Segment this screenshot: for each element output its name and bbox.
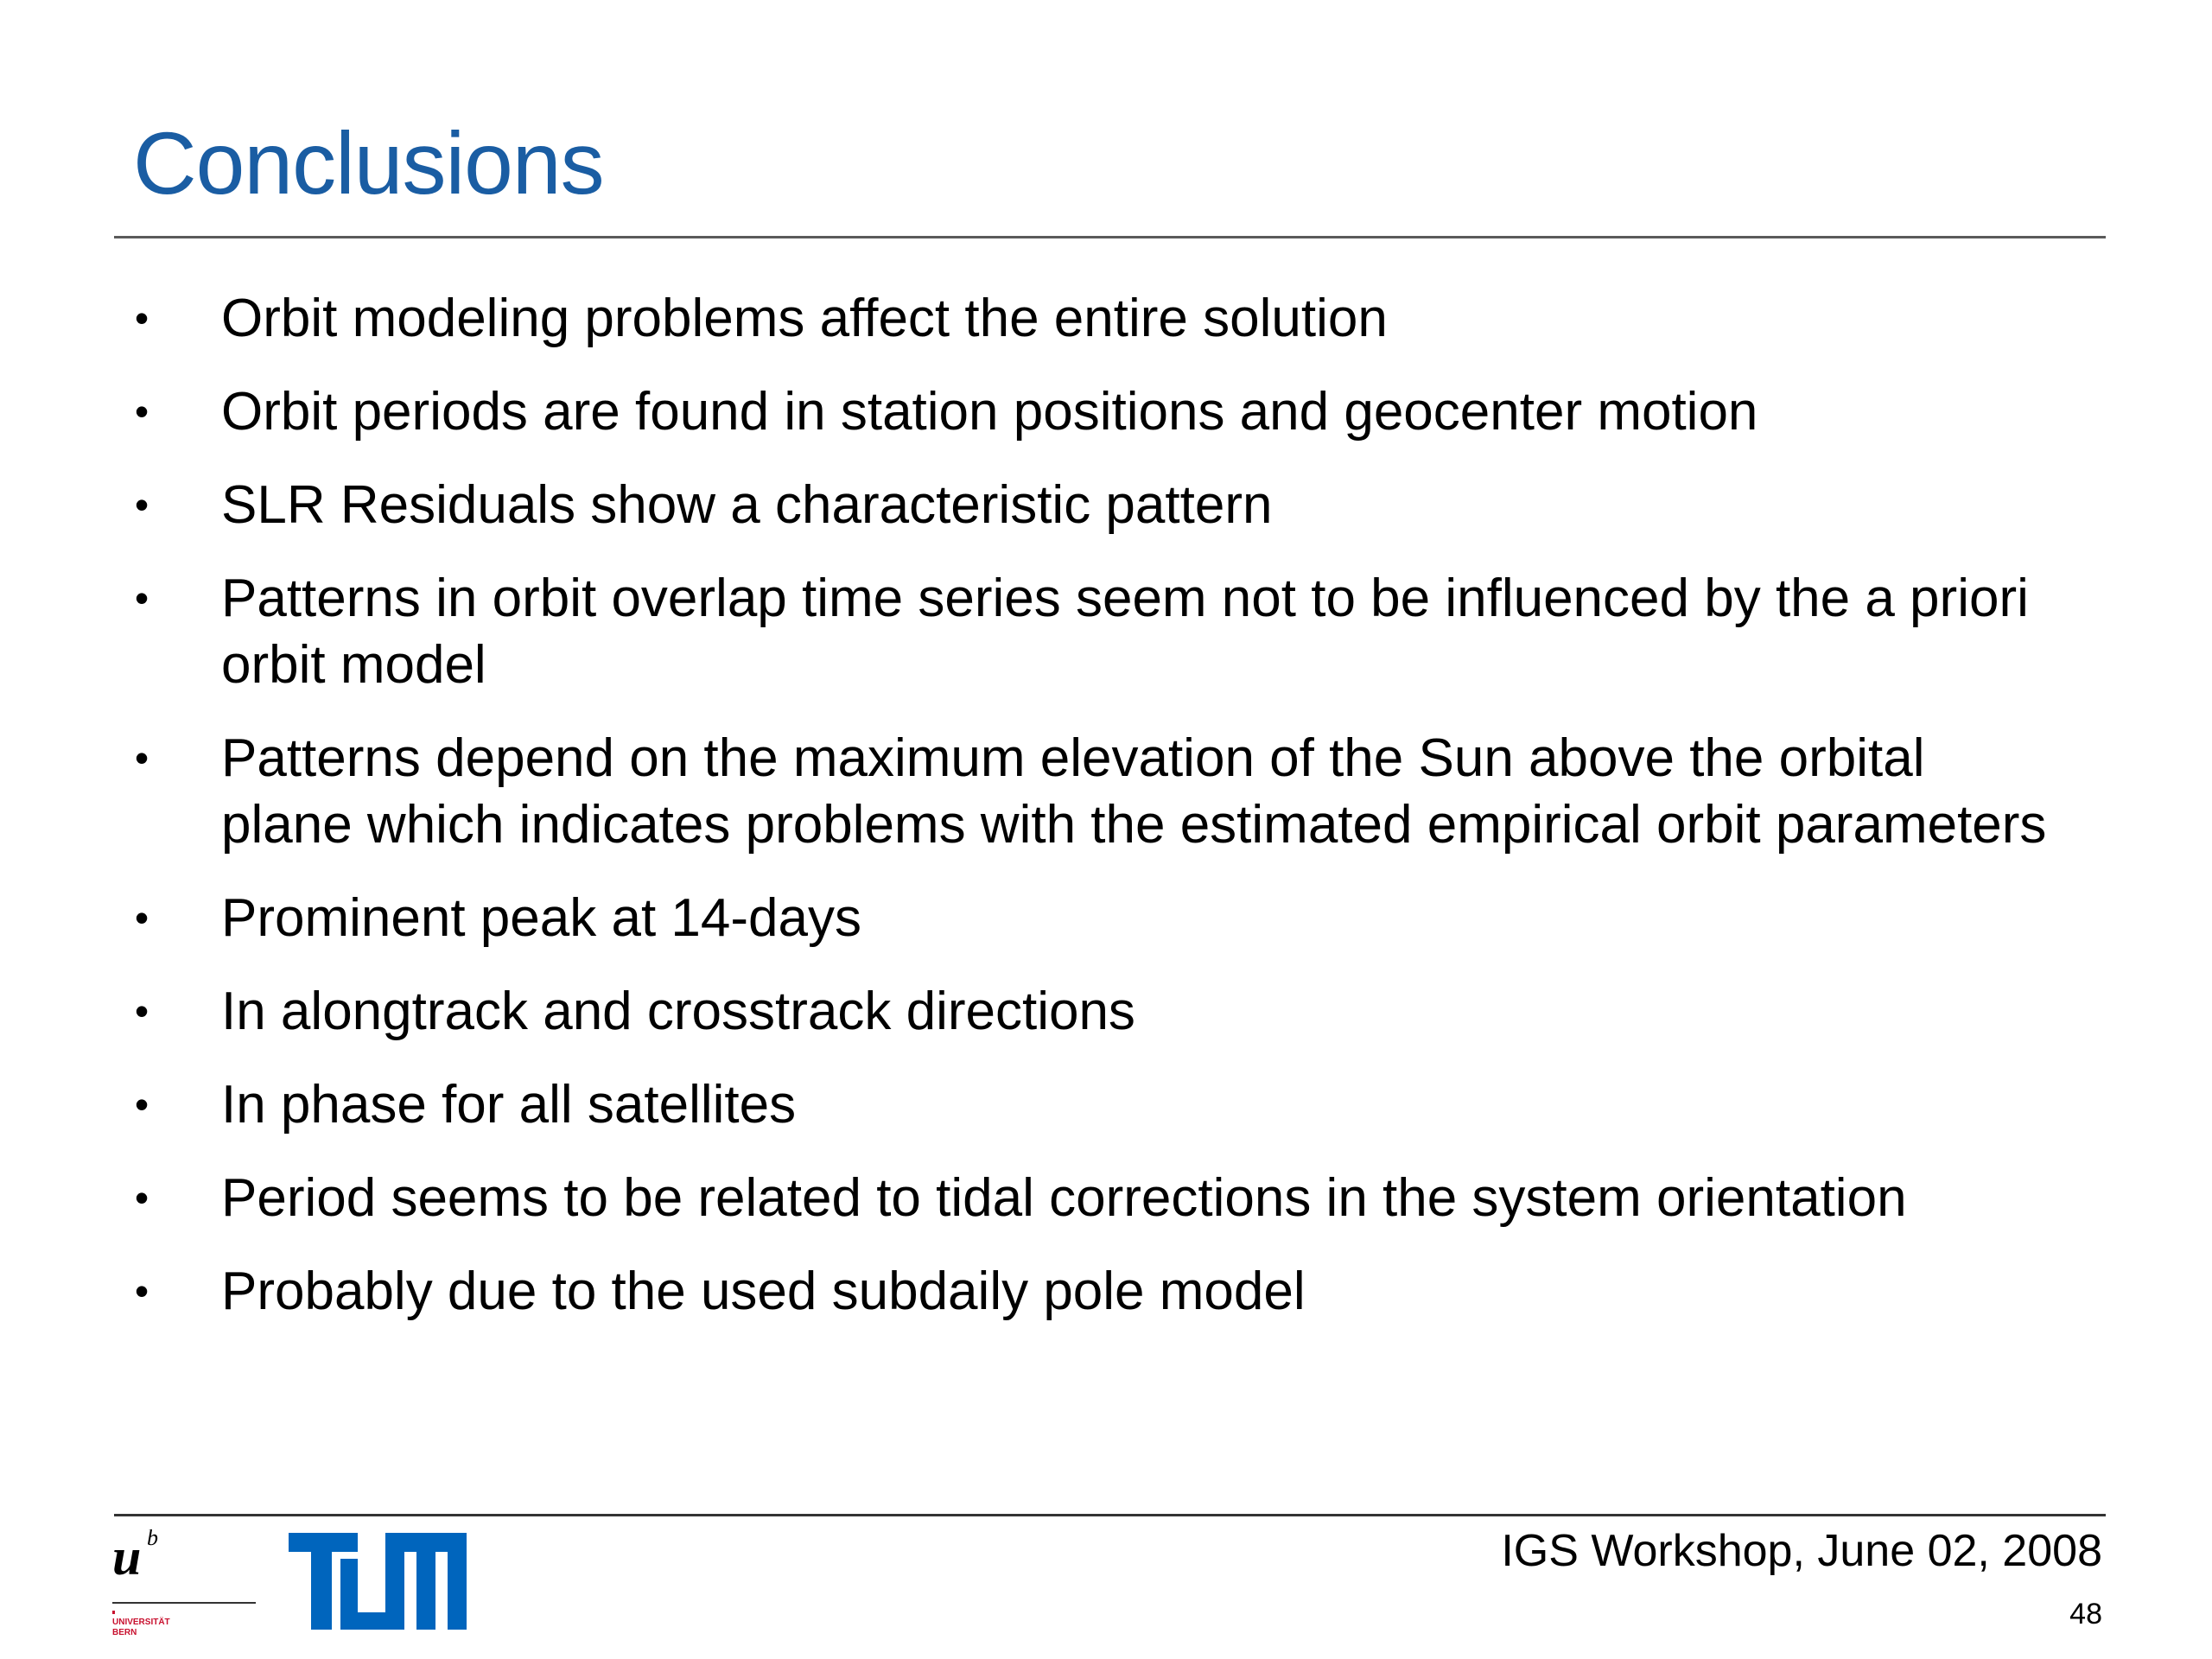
bullet-text: Orbit modeling problems affect the entire solution: [221, 289, 1388, 348]
bullet-icon: •: [135, 1082, 149, 1127]
bullet-text: Patterns depend on the maximum elevation of the Sun above the orbital plane which indicates problems with the estimated empirical orbit parameters: [221, 728, 2047, 855]
bullet-item: [130, 378, 2117, 445]
unibe-u-mark: u: [112, 1529, 142, 1586]
bullet-item: [130, 725, 2117, 858]
unibe-red-mark: [112, 1611, 115, 1614]
bullet-item: [130, 1071, 2117, 1138]
slide-title: Conclusions: [133, 114, 604, 213]
bullet-item: [130, 1258, 2117, 1325]
bullet-icon: •: [135, 575, 149, 620]
unibe-line2: BERN: [112, 1628, 137, 1637]
bullet-text: Orbit periods are found in station positions and geocenter motion: [221, 382, 1758, 442]
footer-event: IGS Workshop, June 02, 2008: [1501, 1526, 2102, 1576]
title-divider: [114, 236, 2106, 238]
bullet-icon: •: [135, 1175, 149, 1220]
page-number: 48: [2069, 1598, 2102, 1630]
unibe-b-mark: b: [147, 1529, 158, 1550]
bullet-icon: •: [135, 389, 149, 434]
bullet-text: In alongtrack and crosstrack directions: [221, 982, 1135, 1041]
bullet-icon: •: [135, 482, 149, 527]
footer-divider: [114, 1514, 2106, 1516]
bullet-text: Probably due to the used subdaily pole model: [221, 1262, 1306, 1321]
unibe-line1: UNIVERSITÄT: [112, 1618, 170, 1627]
bullet-text: Patterns in orbit overlap time series seem not to be influenced by the a priori orbit model: [221, 569, 2029, 695]
bullet-item: [130, 1165, 2117, 1231]
bullet-list: [130, 285, 2117, 1351]
bullet-item: [130, 885, 2117, 951]
bullet-item: [130, 285, 2117, 352]
bullet-item: [130, 978, 2117, 1045]
bullet-item: [130, 565, 2117, 698]
bullet-text: SLR Residuals show a characteristic pattern: [221, 475, 1273, 535]
bullet-icon: •: [135, 735, 149, 780]
bullet-icon: •: [135, 1268, 149, 1313]
bullet-text: Prominent peak at 14-days: [221, 888, 861, 948]
bullet-text: In phase for all satellites: [221, 1075, 797, 1135]
university-bern-logo: [112, 1529, 259, 1642]
bullet-item: [130, 472, 2117, 538]
unibe-logo-line: [112, 1602, 256, 1604]
bullet-icon: •: [135, 895, 149, 940]
bullet-icon: •: [135, 988, 149, 1033]
bullet-text: Period seems to be related to tidal corrections in the system orientation: [221, 1168, 1907, 1228]
tum-logo-icon: [289, 1533, 467, 1630]
bullet-icon: •: [135, 296, 149, 340]
